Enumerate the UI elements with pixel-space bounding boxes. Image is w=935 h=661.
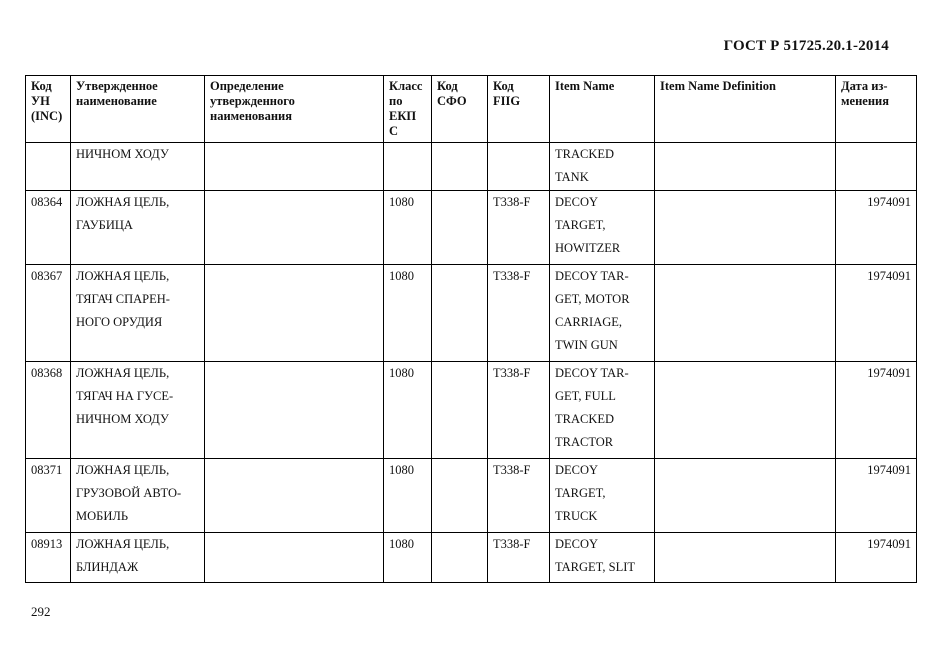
cell-sfo-code bbox=[432, 459, 488, 533]
cell-name-definition bbox=[205, 143, 384, 191]
column-header-class: Класс по ЕКП С bbox=[384, 76, 432, 143]
cell-name-definition bbox=[205, 362, 384, 459]
cell-change-date: 1974091 bbox=[836, 191, 917, 265]
cell-change-date: 1974091 bbox=[836, 362, 917, 459]
cell-fiig-code: T338-F bbox=[488, 191, 550, 265]
cell-fiig-code: T338-F bbox=[488, 265, 550, 362]
column-header-sfo-code: Код СФО bbox=[432, 76, 488, 143]
table-row bbox=[26, 362, 917, 459]
table-row bbox=[26, 191, 917, 265]
column-header-change-date: Дата из- менения bbox=[836, 76, 917, 143]
column-header-item-name-definition: Item Name Definition bbox=[655, 76, 836, 143]
cell-approved-name: ЛОЖНАЯ ЦЕЛЬ, ГРУЗОВОЙ АВТО- МОБИЛЬ bbox=[71, 459, 205, 533]
cell-sfo-code bbox=[432, 362, 488, 459]
table-row bbox=[26, 459, 917, 533]
cell-sfo-code bbox=[432, 533, 488, 583]
cell-change-date: 1974091 bbox=[836, 265, 917, 362]
cell-approved-name: ЛОЖНАЯ ЦЕЛЬ, ТЯГАЧ СПАРЕН- НОГО ОРУДИЯ bbox=[71, 265, 205, 362]
cell-item-name-definition bbox=[655, 362, 836, 459]
cell-fiig-code: T338-F bbox=[488, 459, 550, 533]
cell-item-name: DECOY TARGET, TRUCK bbox=[550, 459, 655, 533]
table-row bbox=[26, 265, 917, 362]
cell-inc-code: 08367 bbox=[26, 265, 71, 362]
cell-inc-code: 08364 bbox=[26, 191, 71, 265]
cell-name-definition bbox=[205, 265, 384, 362]
cell-approved-name: НИЧНОМ ХОДУ bbox=[71, 143, 205, 191]
cell-approved-name: ЛОЖНАЯ ЦЕЛЬ, ТЯГАЧ НА ГУСЕ- НИЧНОМ ХОДУ bbox=[71, 362, 205, 459]
column-header-item-name: Item Name bbox=[550, 76, 655, 143]
cell-inc-code bbox=[26, 143, 71, 191]
table-row bbox=[26, 143, 917, 191]
cell-class bbox=[384, 143, 432, 191]
cell-item-name-definition bbox=[655, 533, 836, 583]
cell-approved-name: ЛОЖНАЯ ЦЕЛЬ, ГАУБИЦА bbox=[71, 191, 205, 265]
cell-item-name: TRACKED TANK bbox=[550, 143, 655, 191]
cell-change-date bbox=[836, 143, 917, 191]
cell-sfo-code bbox=[432, 143, 488, 191]
cell-class: 1080 bbox=[384, 533, 432, 583]
cell-change-date: 1974091 bbox=[836, 459, 917, 533]
cell-item-name-definition bbox=[655, 265, 836, 362]
cell-item-name-definition bbox=[655, 191, 836, 265]
cell-inc-code: 08368 bbox=[26, 362, 71, 459]
cell-name-definition bbox=[205, 459, 384, 533]
cell-fiig-code bbox=[488, 143, 550, 191]
column-header-approved-name: Утвержденное наименование bbox=[71, 76, 205, 143]
cell-class: 1080 bbox=[384, 191, 432, 265]
cell-item-name-definition bbox=[655, 143, 836, 191]
cell-inc-code: 08371 bbox=[26, 459, 71, 533]
cell-sfo-code bbox=[432, 265, 488, 362]
cell-inc-code: 08913 bbox=[26, 533, 71, 583]
cell-class: 1080 bbox=[384, 362, 432, 459]
cell-item-name-definition bbox=[655, 459, 836, 533]
cell-class: 1080 bbox=[384, 265, 432, 362]
column-header-name-definition: Определение утвержденного наименования bbox=[205, 76, 384, 143]
cell-sfo-code bbox=[432, 191, 488, 265]
cell-item-name: DECOY TAR- GET, FULL TRACKED TRACTOR bbox=[550, 362, 655, 459]
cell-name-definition bbox=[205, 191, 384, 265]
cell-fiig-code: T338-F bbox=[488, 533, 550, 583]
page-number: 292 bbox=[31, 604, 51, 619]
document-standard-header: ГОСТ Р 51725.20.1-2014 bbox=[723, 38, 889, 54]
cell-change-date: 1974091 bbox=[836, 533, 917, 583]
cell-name-definition bbox=[205, 533, 384, 583]
table-header-row bbox=[26, 76, 917, 143]
column-header-inc-code: Код УН (INC) bbox=[26, 76, 71, 143]
cell-item-name: DECOY TARGET, HOWITZER bbox=[550, 191, 655, 265]
column-header-fiig-code: Код FIIG bbox=[488, 76, 550, 143]
cell-class: 1080 bbox=[384, 459, 432, 533]
cell-item-name: DECOY TAR- GET, MOTOR CARRIAGE, TWIN GUN bbox=[550, 265, 655, 362]
cell-fiig-code: T338-F bbox=[488, 362, 550, 459]
cell-approved-name: ЛОЖНАЯ ЦЕЛЬ, БЛИНДАЖ bbox=[71, 533, 205, 583]
nomenclature-table bbox=[25, 75, 917, 583]
table-row bbox=[26, 533, 917, 583]
cell-item-name: DECOY TARGET, SLIT bbox=[550, 533, 655, 583]
